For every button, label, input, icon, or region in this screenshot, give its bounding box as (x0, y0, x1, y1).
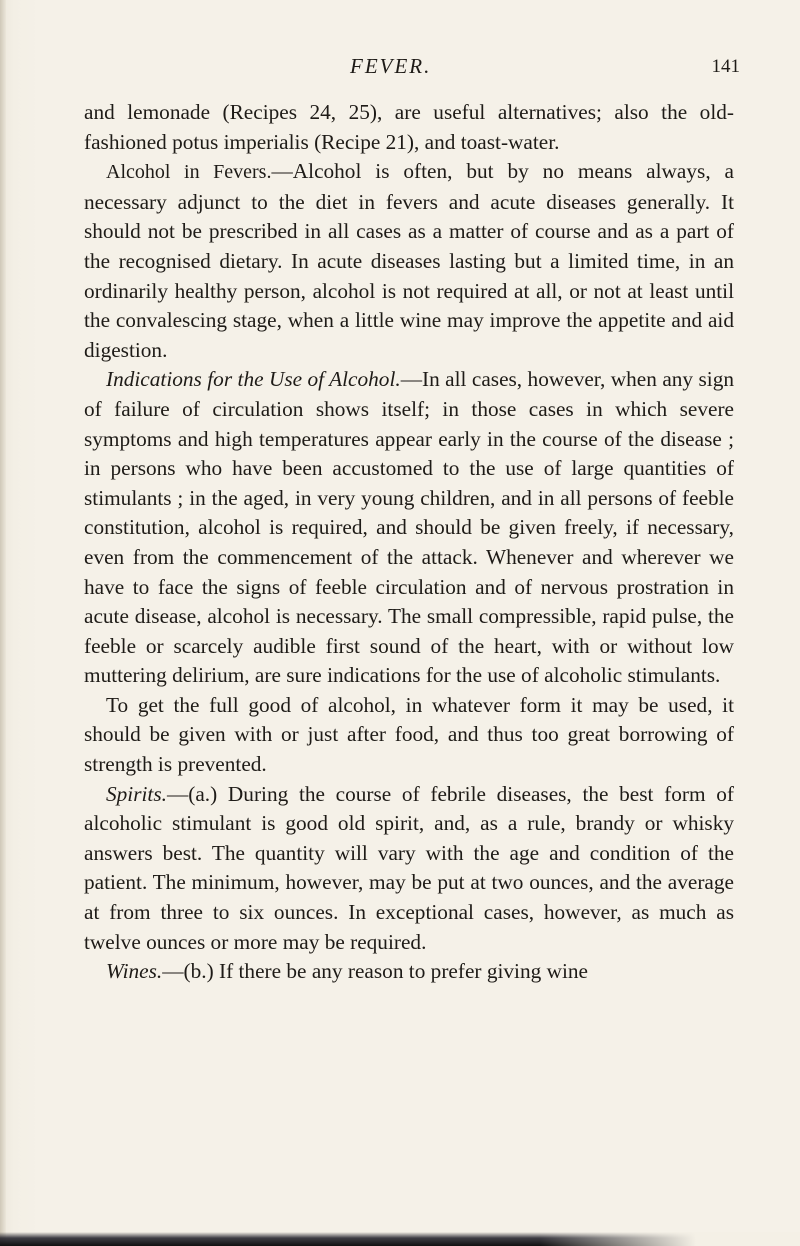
paragraph-indications (84, 365, 734, 691)
section-heading-wines: Wines. (106, 959, 163, 984)
paragraph-spirits (84, 780, 734, 958)
running-head (80, 44, 740, 84)
paragraph-text: If there be any reason to prefer giving wine (213, 959, 588, 984)
section-heading-indications: Indications for the Use of Alcohol. (106, 367, 401, 392)
page-number: 141 (711, 56, 740, 77)
binding-edge (0, 0, 6, 1246)
paragraph-alcohol-in-fevers (84, 157, 734, 365)
paragraph-wines (84, 957, 734, 987)
section-heading-alcohol-in-fevers: Alcohol in Fevers. (106, 161, 272, 184)
paragraph-full-good (84, 691, 734, 780)
scan-bottom-shadow-fade (540, 1232, 800, 1246)
paragraph-text: —Alcohol is often, but by no means always, a necessary adjunct to the diet in fevers and acute diseases generally. It should not be prescribed in all cases as a matter of course and as a part of the recognised dietary. In acute diseases lasting but a limited time, in an ordinarily healthy person, alcohol is not required at all, or not at least until the convalescing stage, when a little wine may improve the appetite and aid digestion. (84, 159, 735, 362)
paragraph-text: —In all cases, however, when any sign of failure of circulation shows itself; in those cases in which severe symptoms and high temperatures appear early in the course of the disease ; in persons who have been accustomed to the use of large quantities of stimulants ; in the aged, in very young children, and in all persons of feeble constitution, alcohol is required, and should be given freely, if necessary, even from the commencement of the attack. Whenever and wherever we have to face the signs of feeble circulation and of nervous prostration in acute disease, alcohol is necessary. The small compressible, rapid pulse, the feeble or scarcely audible first sound of the heart, with or without low muttering delirium, are sure indications for the use of alcoholic stimulants. (84, 367, 735, 688)
section-marker-a: —(a.) (166, 781, 218, 806)
running-title: FEVER. (350, 54, 432, 78)
paragraph-text: During the course of febrile diseases, the best form of alcoholic stimulant is good old spirit, and, as a rule, brandy or whisky answers best. The quantity will vary with the age and condition of the patient. The minimum, however, may be put at two ounces, and the average at from three to six ounces. In exceptional cases, however, as much as twelve ounces or more may be required. (84, 781, 734, 954)
paragraph-text: To get the full good of alcohol, in whatever form it may be used, it should be given with or just after food, and thus too great borrowing of strength is prevented. (84, 692, 734, 777)
section-heading-spirits: Spirits. (106, 781, 167, 806)
paragraph-text: and lemonade (Recipes 24, 25), are useful alternatives; also the old-fashioned potus imperialis (Recipe 21), and toast-water. (84, 100, 734, 154)
body-text (84, 98, 734, 987)
paragraph-lemonade (84, 98, 734, 157)
section-marker-b: —(b.) (162, 959, 214, 984)
